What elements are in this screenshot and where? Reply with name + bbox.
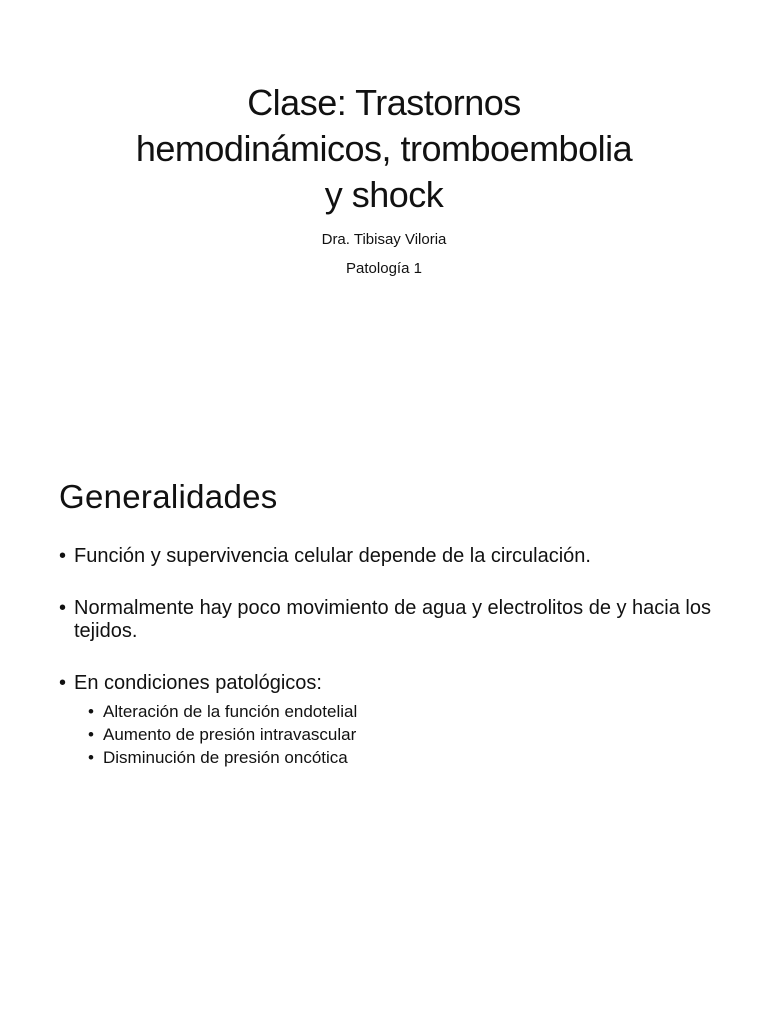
sub-bullet-text: Alteración de la función endotelial xyxy=(103,702,358,721)
bullet-item xyxy=(59,597,719,643)
course-name: Patología 1 xyxy=(346,260,422,277)
title-slide xyxy=(0,0,768,440)
bullet-glyph: • xyxy=(88,702,94,721)
slide-title xyxy=(0,80,768,218)
slide-heading: Generalidades xyxy=(59,478,278,515)
content-slide xyxy=(0,440,768,1024)
bullet-text: Normalmente hay poco movimiento de agua y electrolitos de y hacia los tejidos. xyxy=(74,597,711,642)
bullet-text: Función y supervivencia celular depende de la circulación. xyxy=(74,545,591,567)
author-name: Dra. Tibisay Viloria xyxy=(321,231,447,248)
title-line: Clase: Trastornos xyxy=(247,82,521,123)
bullet-glyph: • xyxy=(88,725,94,744)
bullet-glyph: • xyxy=(59,672,67,694)
bullet-item xyxy=(59,672,719,769)
bullet-glyph: • xyxy=(59,545,67,567)
sub-bullet-item xyxy=(74,700,719,723)
bullet-glyph: • xyxy=(88,748,94,767)
sub-bullet-text: Disminución de presión oncótica xyxy=(103,748,348,767)
bullet-text: En condiciones patológicos: xyxy=(74,672,322,694)
title-line: y shock xyxy=(324,174,444,215)
sub-bullet-item xyxy=(74,723,719,746)
bullet-list xyxy=(59,545,719,769)
title-line: hemodinámicos, tromboembolia xyxy=(135,128,633,169)
bullet-item xyxy=(59,545,719,568)
sub-bullet-list xyxy=(74,700,719,769)
sub-bullet-text: Aumento de presión intravascular xyxy=(103,725,357,744)
bullet-glyph: • xyxy=(59,597,67,619)
sub-bullet-item xyxy=(74,746,719,769)
